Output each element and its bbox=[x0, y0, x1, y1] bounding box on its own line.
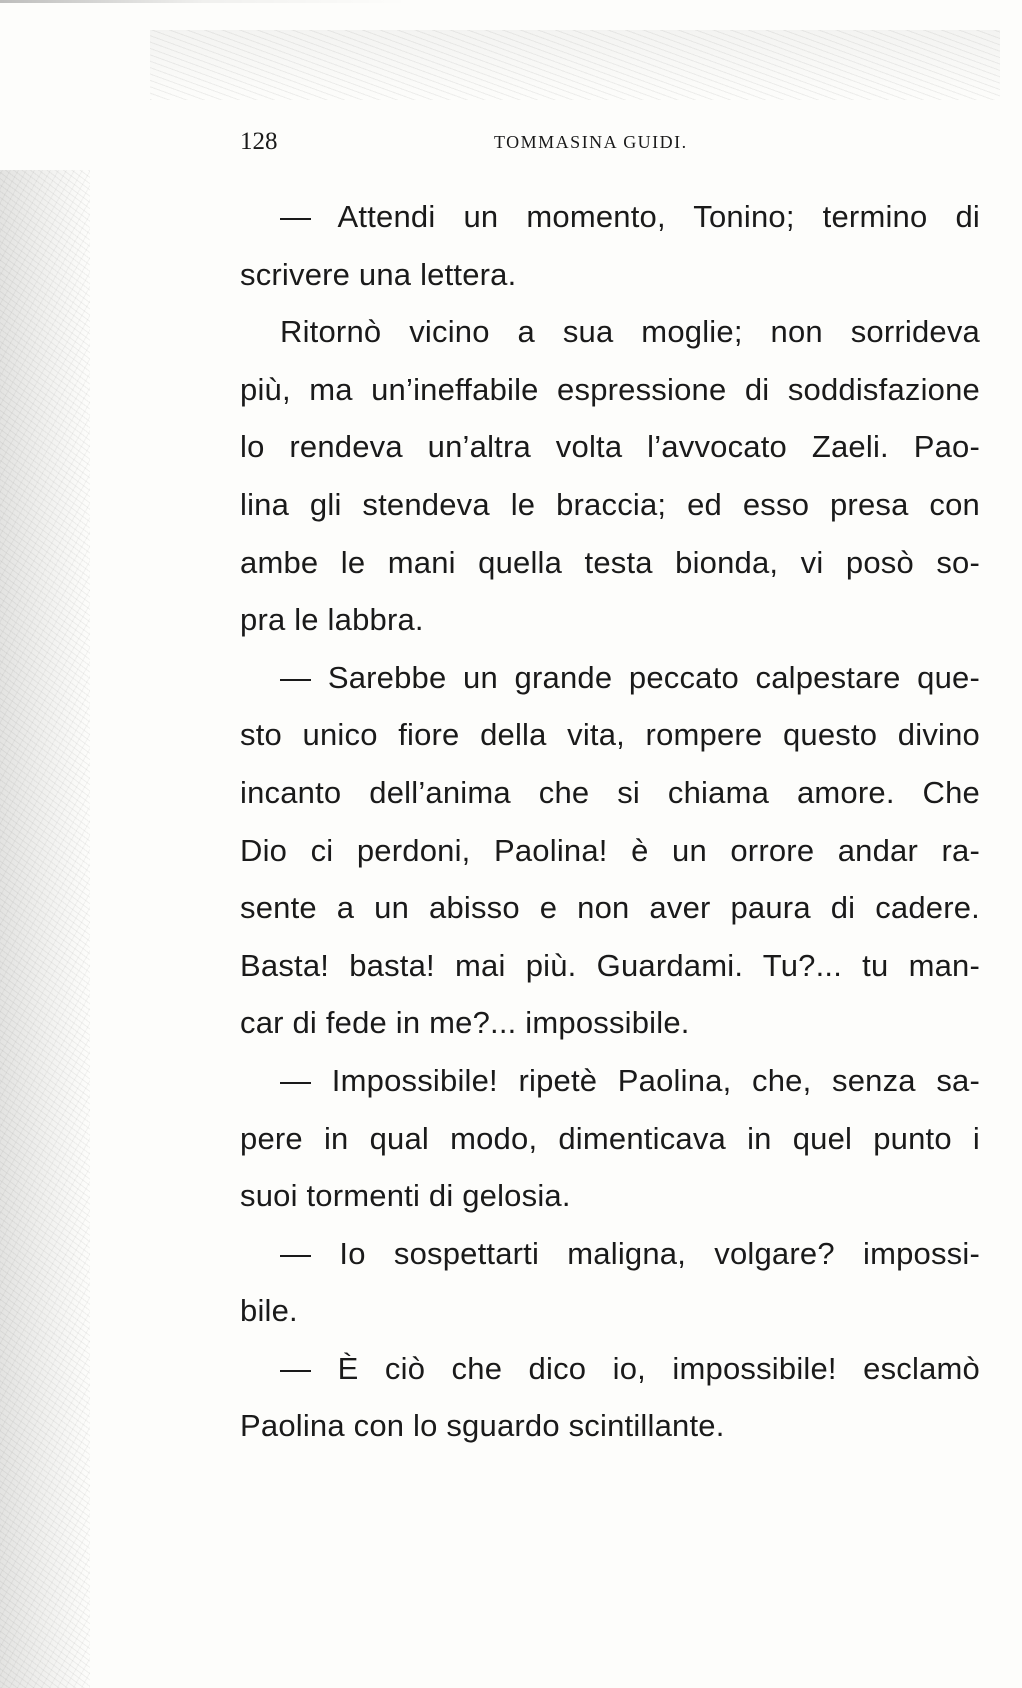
scan-edge bbox=[0, 0, 1022, 3]
text-line: sto unico fiore della vita, rompere questo divino bbox=[240, 717, 980, 753]
page-header bbox=[240, 128, 980, 158]
paragraph bbox=[240, 1340, 980, 1455]
text-line: sente a un abisso e non aver paura di cadere. bbox=[240, 890, 980, 926]
text-line: — Sarebbe un grande peccato calpestare que- bbox=[280, 659, 980, 695]
text-line: Paolina con lo sguardo scintillante. bbox=[240, 1408, 725, 1444]
text-line: Ritornò vicino a sua moglie; non sorrideva bbox=[280, 314, 980, 350]
text-line: — Io sospettarti maligna, volgare? impossi- bbox=[280, 1235, 980, 1271]
paragraph bbox=[240, 649, 980, 1052]
text-line: — Impossibile! ripetè Paolina, che, senza sa- bbox=[280, 1062, 980, 1098]
paragraph bbox=[240, 303, 980, 649]
text-line: più, ma un’ineffabile espressione di soddisfazione bbox=[240, 371, 980, 407]
text-line: lina gli stendeva le braccia; ed esso presa con bbox=[240, 486, 980, 522]
text-line: Dio ci perdoni, Paolina! è un orrore andar ra- bbox=[240, 832, 980, 868]
text-line: bile. bbox=[240, 1293, 298, 1329]
paragraph bbox=[240, 188, 980, 303]
scan-noise-top bbox=[150, 30, 1000, 100]
text-line: Basta! basta! mai più. Guardami. Tu?... tu man- bbox=[240, 947, 980, 983]
paragraph bbox=[240, 1052, 980, 1225]
body-text bbox=[240, 188, 980, 1455]
text-line: car di fede in me?... impossibile. bbox=[240, 1005, 690, 1041]
text-line: scrivere una lettera. bbox=[240, 256, 517, 292]
text-line: — Attendi un momento, Tonino; termino di bbox=[280, 199, 980, 234]
paragraph bbox=[240, 1225, 980, 1340]
text-line: incanto dell’anima che si chiama amore. Che bbox=[240, 774, 980, 810]
text-line: suoi tormenti di gelosia. bbox=[240, 1178, 571, 1214]
text-line: lo rendeva un’altra volta l’avvocato Zaeli. Pao- bbox=[240, 429, 980, 465]
page-number: 128 bbox=[240, 128, 278, 155]
text-line: ambe le mani quella testa bionda, vi posò so- bbox=[240, 544, 980, 580]
text-line: pere in qual modo, dimenticava in quel punto i bbox=[240, 1120, 980, 1156]
scan-noise-margin bbox=[0, 170, 90, 1688]
text-line: — È ciò che dico io, impossibile! esclamò bbox=[280, 1350, 980, 1386]
running-title: TOMMASINA GUIDI. bbox=[494, 132, 688, 152]
text-line: pra le labbra. bbox=[240, 602, 424, 638]
